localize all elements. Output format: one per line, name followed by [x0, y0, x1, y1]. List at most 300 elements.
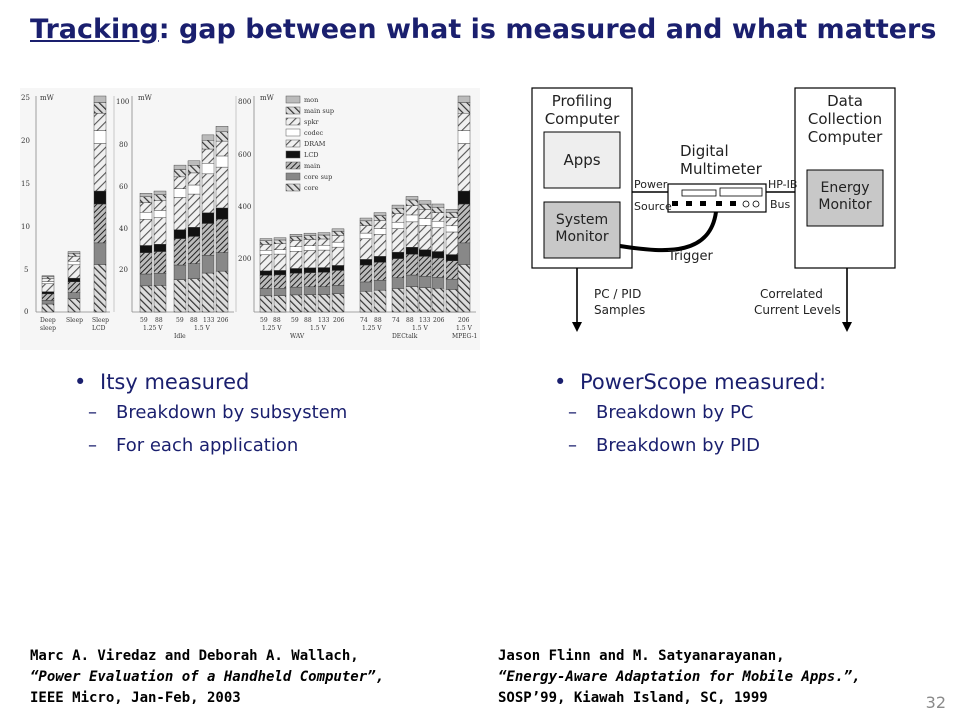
bar-segment [154, 244, 166, 251]
bar-segment [290, 234, 302, 236]
bullet-itsy: • Itsy measured [72, 370, 375, 394]
bar-segment [260, 288, 272, 295]
x-label: 206 [433, 317, 445, 324]
bar-segment [318, 295, 330, 312]
bar-segment [174, 230, 186, 239]
x-label: Sleep [92, 317, 109, 324]
sub-bullet: – Breakdown by subsystem [44, 402, 347, 423]
x-label: sleep [40, 325, 56, 332]
trigger-label: Trigger [668, 249, 713, 264]
bar-segment [419, 219, 431, 226]
bar-segment [446, 232, 458, 255]
bar-segment [94, 264, 106, 312]
bar-segment [216, 126, 228, 132]
bar-segment [94, 96, 106, 102]
bar-segment [374, 290, 386, 312]
bar-segment [154, 210, 166, 217]
x-label: LCD [92, 325, 106, 332]
bar-segment [432, 252, 444, 258]
bar-segment [304, 236, 316, 240]
x-label: 1.5 V [412, 325, 428, 332]
bar-segment [304, 251, 316, 268]
y-tick: 60 [119, 183, 128, 191]
bar-segment [392, 205, 404, 208]
bar-segment [140, 245, 152, 252]
profiling-label-2: Computer [544, 110, 620, 128]
bar-segment [68, 256, 80, 261]
bar-segment [42, 277, 54, 279]
bar-segment [392, 278, 404, 289]
bar-segment [406, 206, 418, 215]
bar-segment [290, 240, 302, 246]
bar-segment [360, 259, 372, 265]
bar-segment [274, 238, 286, 240]
bar-segment [419, 210, 431, 219]
bar-segment [458, 113, 470, 130]
bar-segment [406, 222, 418, 247]
bar-segment [154, 285, 166, 312]
bar-segment [374, 234, 386, 256]
bar-segment [188, 236, 200, 263]
bar-segment [360, 291, 372, 312]
bar-segment [174, 165, 186, 169]
citation-title: “Power Evaluation of a Handheld Computer”, [30, 669, 385, 685]
bar-segment [332, 231, 344, 235]
data-collection-label-1: Data [827, 92, 863, 110]
bar-segment [42, 282, 54, 284]
bar-segment [360, 265, 372, 282]
x-label: 133 [203, 317, 215, 324]
x-label: 74 [360, 317, 368, 324]
bar-segment [188, 279, 200, 312]
bar-segment [154, 191, 166, 195]
bar-segment [260, 296, 272, 312]
bar-segment [42, 292, 54, 294]
bar-segment [392, 288, 404, 312]
correlated-label-1: Correlated [760, 287, 823, 301]
bar-segment [392, 259, 404, 278]
bar-segment [290, 268, 302, 273]
data-collection-label-2: Collection [807, 110, 883, 128]
bar-segment [432, 258, 444, 277]
bar-segment [94, 102, 106, 113]
bar-segment [216, 253, 228, 272]
legend-item: DRAM [304, 140, 326, 148]
arrow-down-icon [842, 322, 852, 332]
legend-item: mon [304, 96, 319, 104]
x-label: 88 [273, 317, 281, 324]
bar-segment [94, 131, 106, 144]
y-tick: 80 [119, 141, 128, 149]
bar-segment [360, 218, 372, 221]
hpib-label-2: Bus [770, 198, 791, 211]
multimeter-label-1: Digital [680, 142, 729, 160]
bar-segment [406, 215, 418, 222]
bar-segment [68, 265, 80, 278]
bar-segment [374, 280, 386, 290]
bar-segment [274, 244, 286, 250]
x-label: 206 [217, 317, 229, 324]
bar-segment [202, 149, 214, 163]
bar-segment [458, 243, 470, 265]
pc-pid-label-2: Samples [594, 303, 646, 317]
bar-segment [406, 200, 418, 206]
bar-segment [68, 299, 80, 312]
bar-segment [360, 221, 372, 226]
bar-segment [318, 233, 330, 235]
bar-segment [154, 273, 166, 285]
y-tick: 5 [24, 266, 29, 274]
legend-item: LCD [304, 151, 319, 159]
citation-left [30, 646, 384, 709]
bar-segment [290, 247, 302, 252]
bar-segment [374, 221, 386, 229]
y-tick: 20 [119, 266, 128, 274]
bar-segment [419, 276, 431, 287]
bar-segment [216, 167, 228, 208]
x-label: Deep [40, 317, 56, 324]
bar-segment [274, 275, 286, 288]
bar-segment [406, 196, 418, 199]
bar-segment [42, 300, 54, 304]
bar-segment [202, 213, 214, 224]
bar-segment [68, 293, 80, 299]
power-source-label-1: Power [634, 178, 668, 191]
y-tick: 10 [21, 223, 30, 231]
bar-segment [274, 270, 286, 274]
bar-segment [458, 144, 470, 192]
bar-segment [188, 264, 200, 279]
bar-segment [406, 247, 418, 254]
bar-segment [42, 276, 54, 277]
citation-venue: IEEE Micro, Jan-Feb, 2003 [30, 690, 241, 706]
page-number: 32 [925, 693, 946, 712]
x-label: 1.5 V [456, 325, 472, 332]
bar-segment [42, 294, 54, 301]
x-label: Sleep [66, 317, 83, 324]
bar-segment [360, 282, 372, 291]
legend-item: main sup [304, 107, 335, 115]
pc-pid-label-1: PC / PID [594, 287, 642, 301]
bar-segment [332, 265, 344, 270]
bar-segment [68, 252, 80, 254]
bar-segment [42, 284, 54, 292]
y-tick: 800 [238, 98, 252, 106]
bar-segment [432, 204, 444, 207]
mw-label-1: mW [40, 94, 54, 102]
correlated-label-2: Current Levels [754, 303, 841, 317]
x-label: 59 [260, 317, 268, 324]
x-label: 133 [318, 317, 330, 324]
bar-segment [392, 229, 404, 253]
bar-segment [174, 265, 186, 280]
bar-segment [140, 212, 152, 219]
bar-segment [290, 287, 302, 295]
bullet-powerscope: • PowerScope measured: [552, 370, 826, 394]
bar-segment [332, 229, 344, 231]
bar-segment [318, 245, 330, 250]
power-source-label-2: Source [634, 200, 672, 213]
bar-segment [419, 256, 431, 276]
bar-segment [458, 204, 470, 243]
bar-segment [174, 239, 186, 265]
bar-segment [154, 252, 166, 274]
bar-segment [392, 222, 404, 228]
bar-segment [174, 177, 186, 189]
slide-title [30, 14, 936, 45]
system-monitor-label-1: System [555, 212, 609, 228]
multimeter-label-2: Multimeter [680, 160, 762, 178]
bar-segment [260, 239, 272, 241]
bar-segment [374, 216, 386, 221]
x-label: 1.25 V [362, 325, 382, 332]
bar-segment [332, 235, 344, 242]
x-label: 1.5 V [310, 325, 326, 332]
bar-segment [188, 165, 200, 173]
arrow-down-icon [572, 322, 582, 332]
y-tick: 20 [21, 137, 30, 145]
bar-segment [154, 195, 166, 201]
bar-segment [458, 102, 470, 113]
multimeter-icon [668, 184, 766, 212]
bar-segment [94, 243, 106, 265]
x-label: 59 [291, 317, 299, 324]
bar-segment [174, 170, 186, 177]
bar-segment [304, 233, 316, 235]
bar-segment [216, 219, 228, 252]
bar-segment [304, 268, 316, 273]
bar-segment [406, 275, 418, 287]
bar-segment [290, 237, 302, 241]
y-tick: 400 [238, 203, 252, 211]
bar-segment [260, 250, 272, 254]
bar-segment [260, 271, 272, 275]
x-label: 88 [374, 317, 382, 324]
bar-segment [419, 225, 431, 249]
sub-bullet: – Breakdown by PID [524, 435, 798, 456]
y-tick: 25 [21, 94, 30, 102]
bar-segment [374, 229, 386, 235]
bar-segment [202, 163, 214, 174]
bar-segment [458, 264, 470, 312]
bar-segment [260, 275, 272, 288]
x-label: 88 [190, 317, 198, 324]
bar-segment [174, 197, 186, 229]
bar-segment [274, 296, 286, 312]
bar-segment [216, 271, 228, 312]
bar-segment [140, 286, 152, 312]
energy-monitor-label-1: Energy [820, 180, 870, 196]
bar-segment [140, 203, 152, 213]
bar-segment [304, 295, 316, 312]
x-label: 88 [406, 317, 414, 324]
bar-segment [274, 254, 286, 270]
bar-segment [216, 132, 228, 141]
bar-segment [332, 285, 344, 293]
legend-item: main [304, 162, 321, 170]
citation-authors: Marc A. Viredaz and Deborah A. Wallach, [30, 648, 359, 664]
bar-segment [68, 261, 80, 265]
bar-segment [68, 278, 80, 282]
profiling-label-1: Profiling [551, 92, 613, 110]
bar-segment [216, 208, 228, 219]
y-tick: 100 [116, 98, 130, 106]
citation-right [498, 646, 860, 709]
y-tick: 200 [238, 255, 252, 263]
bar-segment [140, 219, 152, 245]
bar-segment [290, 273, 302, 287]
x-label: 1.25 V [262, 325, 282, 332]
apps-label: Apps [563, 151, 601, 169]
bar-segment [260, 255, 272, 271]
x-label: 88 [304, 317, 312, 324]
bar-segment [42, 279, 54, 282]
bar-segment [140, 197, 152, 203]
x-label: 59 [140, 317, 148, 324]
bar-segment [188, 185, 200, 194]
bar-segment [432, 213, 444, 222]
bar-segment [260, 241, 272, 245]
powerscope-diagram [520, 84, 940, 346]
bar-segment [446, 255, 458, 261]
bar-segment [274, 240, 286, 244]
x-label: 59 [176, 317, 184, 324]
bar-segment [216, 141, 228, 156]
bar-segment [174, 280, 186, 312]
left-bullets [72, 370, 375, 468]
bar-segment [154, 218, 166, 245]
bar-segment [68, 282, 80, 293]
bar-segment [140, 253, 152, 274]
bar-segment [188, 194, 200, 227]
bar-segment [332, 294, 344, 312]
bar-segment [432, 221, 444, 227]
energy-monitor-label-2: Monitor [818, 197, 872, 213]
bar-segment [94, 204, 106, 243]
bar-segment [458, 96, 470, 102]
bar-segment [458, 131, 470, 144]
bar-segment [419, 204, 431, 210]
bar-segment [360, 239, 372, 260]
bar-segment [419, 250, 431, 257]
y-tick: 0 [24, 308, 29, 316]
bar-segment [432, 207, 444, 212]
bar-segment [446, 226, 458, 232]
data-collection-label-3: Computer [807, 128, 883, 146]
bar-segment [432, 288, 444, 312]
x-label: 206 [333, 317, 345, 324]
citation-authors: Jason Flinn and M. Satyanarayanan, [498, 648, 785, 664]
bar-segment [332, 242, 344, 247]
bar-segment [446, 279, 458, 289]
bar-segment [260, 244, 272, 250]
x-label: 1.25 V [143, 325, 163, 332]
itsy-power-chart [20, 88, 480, 350]
bar-segment [318, 272, 330, 286]
trigger-cable [620, 212, 716, 250]
y-tick: 40 [119, 225, 128, 233]
bar-segment [360, 233, 372, 239]
x-label: DECtalk [392, 333, 418, 340]
title-keyword: Tracking [30, 14, 159, 45]
x-label: 133 [419, 317, 431, 324]
bar-segment [318, 239, 330, 245]
legend-item: codec [304, 129, 324, 137]
bar-segment [202, 140, 214, 149]
bar-segment [332, 270, 344, 285]
bar-segment [304, 246, 316, 251]
system-monitor-label-2: Monitor [555, 229, 609, 245]
legend-item: core sup [304, 173, 333, 181]
bar-segment [304, 273, 316, 287]
bar-segment [374, 213, 386, 216]
bar-segment [68, 253, 80, 256]
x-label: 74 [392, 317, 400, 324]
citation-title: “Energy-Aware Adaptation for Mobile Apps.”, [498, 669, 861, 685]
bar-segment [188, 173, 200, 185]
bar-segment [458, 191, 470, 204]
legend-item: spkr [304, 118, 319, 126]
bar-segment [318, 250, 330, 267]
y-tick: 15 [21, 180, 30, 188]
bar-segment [202, 273, 214, 312]
right-bullets [552, 370, 826, 468]
sub-bullet: – Breakdown by PC [524, 402, 798, 423]
bar-segment [202, 174, 214, 213]
bar-segment [42, 304, 54, 312]
sub-bullet: – For each application [44, 435, 347, 456]
x-label: 206 [458, 317, 470, 324]
citation-venue: SOSP’99, Kiawah Island, SC, 1999 [498, 690, 768, 706]
bar-segment [419, 201, 431, 204]
y-tick: 600 [238, 151, 252, 159]
bar-segment [406, 254, 418, 275]
bar-segment [374, 256, 386, 262]
bar-segment [318, 268, 330, 273]
bar-segment [290, 251, 302, 268]
bar-segment [188, 227, 200, 236]
x-label: 1.5 V [194, 325, 210, 332]
title-rest: : gap between what is measured and what matters [158, 14, 937, 45]
bar-segment [318, 235, 330, 239]
bar-segment [94, 144, 106, 192]
bar-segment [202, 255, 214, 273]
bar-segment [94, 113, 106, 130]
bar-segment [140, 274, 152, 286]
legend-item: core [304, 184, 319, 192]
x-label: Idle [174, 333, 186, 340]
x-label: MPEG-1 [452, 333, 478, 340]
bar-segment [304, 239, 316, 245]
mw-label-2: mW [138, 94, 152, 102]
bar-segment [446, 218, 458, 226]
bar-segment [446, 209, 458, 212]
bar-segment [188, 161, 200, 166]
bar-segment [360, 226, 372, 234]
bar-segment [332, 247, 344, 265]
bar-segment [318, 287, 330, 295]
bar-segment [374, 262, 386, 280]
bar-segment [94, 191, 106, 204]
bar-segment [290, 295, 302, 312]
bar-segment [446, 261, 458, 279]
bar-segment [419, 288, 431, 312]
x-label: 88 [155, 317, 163, 324]
bar-segment [446, 212, 458, 217]
bar-segment [140, 193, 152, 197]
bar-segment [392, 214, 404, 223]
bar-segment [304, 287, 316, 295]
